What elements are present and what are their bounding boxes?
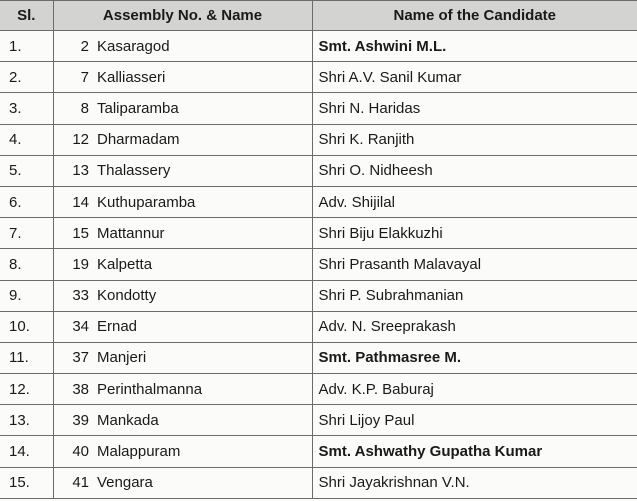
row-assembly-number: 34: [53, 311, 93, 342]
row-candidate-name: Shri A.V. Sanil Kumar: [312, 62, 637, 93]
row-assembly-number: 8: [53, 93, 93, 124]
row-serial: 1.: [0, 31, 53, 62]
row-serial: 11.: [0, 342, 53, 373]
row-candidate-name: Shri Biju Elakkuzhi: [312, 218, 637, 249]
row-assembly-name: Ernad: [93, 311, 312, 342]
row-candidate-name: Smt. Ashwathy Gupatha Kumar: [312, 436, 637, 467]
row-serial: 8.: [0, 249, 53, 280]
table-body: [0, 31, 637, 499]
row-candidate-name: Shri Lijoy Paul: [312, 405, 637, 436]
row-assembly-number: 38: [53, 374, 93, 405]
table-row: [0, 62, 637, 93]
table-row: [0, 124, 637, 155]
row-assembly-name: Kondotty: [93, 280, 312, 311]
row-assembly-name: Manjeri: [93, 342, 312, 373]
row-assembly-number: 12: [53, 124, 93, 155]
row-candidate-name: Shri N. Haridas: [312, 93, 637, 124]
row-candidate-name: Adv. Shijilal: [312, 186, 637, 217]
table-row: [0, 374, 637, 405]
row-assembly-name: Thalassery: [93, 155, 312, 186]
row-assembly-name: Dharmadam: [93, 124, 312, 155]
table-row: [0, 342, 637, 373]
row-serial: 13.: [0, 405, 53, 436]
row-assembly-name: Vengara: [93, 467, 312, 498]
row-serial: 9.: [0, 280, 53, 311]
row-assembly-name: Kasaragod: [93, 31, 312, 62]
row-assembly-number: 41: [53, 467, 93, 498]
row-assembly-name: Perinthalmanna: [93, 374, 312, 405]
row-assembly-number: 14: [53, 186, 93, 217]
row-serial: 5.: [0, 155, 53, 186]
row-candidate-name: Shri Prasanth Malavayal: [312, 249, 637, 280]
table-row: [0, 280, 637, 311]
row-assembly-name: Mankada: [93, 405, 312, 436]
row-candidate-name: Smt. Pathmasree M.: [312, 342, 637, 373]
table-header: [0, 1, 637, 31]
row-candidate-name: Adv. N. Sreeprakash: [312, 311, 637, 342]
row-candidate-name: Shri P. Subrahmanian: [312, 280, 637, 311]
table-row: [0, 93, 637, 124]
row-assembly-number: 2: [53, 31, 93, 62]
row-serial: 10.: [0, 311, 53, 342]
row-serial: 6.: [0, 186, 53, 217]
row-assembly-number: 13: [53, 155, 93, 186]
header-row: [0, 1, 637, 31]
row-candidate-name: Shri Jayakrishnan V.N.: [312, 467, 637, 498]
row-serial: 4.: [0, 124, 53, 155]
row-assembly-name: Taliparamba: [93, 93, 312, 124]
row-candidate-name: Adv. K.P. Baburaj: [312, 374, 637, 405]
row-assembly-number: 37: [53, 342, 93, 373]
header-assembly: Assembly No. & Name: [53, 1, 312, 31]
row-assembly-name: Malappuram: [93, 436, 312, 467]
row-assembly-name: Kuthuparamba: [93, 186, 312, 217]
row-assembly-name: Mattannur: [93, 218, 312, 249]
row-assembly-name: Kalliasseri: [93, 62, 312, 93]
row-serial: 15.: [0, 467, 53, 498]
row-assembly-number: 7: [53, 62, 93, 93]
table-row: [0, 311, 637, 342]
header-sl: Sl.: [0, 1, 53, 31]
table-row: [0, 436, 637, 467]
table-row: [0, 155, 637, 186]
row-candidate-name: Shri O. Nidheesh: [312, 155, 637, 186]
row-assembly-name: Kalpetta: [93, 249, 312, 280]
row-assembly-number: 39: [53, 405, 93, 436]
row-candidate-name: Shri K. Ranjith: [312, 124, 637, 155]
row-assembly-number: 33: [53, 280, 93, 311]
row-serial: 7.: [0, 218, 53, 249]
table-row: [0, 186, 637, 217]
table-row: [0, 467, 637, 498]
row-serial: 3.: [0, 93, 53, 124]
row-assembly-number: 40: [53, 436, 93, 467]
table-row: [0, 405, 637, 436]
table-row: [0, 249, 637, 280]
row-serial: 12.: [0, 374, 53, 405]
row-candidate-name: Smt. Ashwini M.L.: [312, 31, 637, 62]
table-row: [0, 218, 637, 249]
header-candidate: Name of the Candidate: [312, 1, 637, 31]
row-serial: 14.: [0, 436, 53, 467]
row-assembly-number: 19: [53, 249, 93, 280]
row-assembly-number: 15: [53, 218, 93, 249]
row-serial: 2.: [0, 62, 53, 93]
table-row: [0, 31, 637, 62]
